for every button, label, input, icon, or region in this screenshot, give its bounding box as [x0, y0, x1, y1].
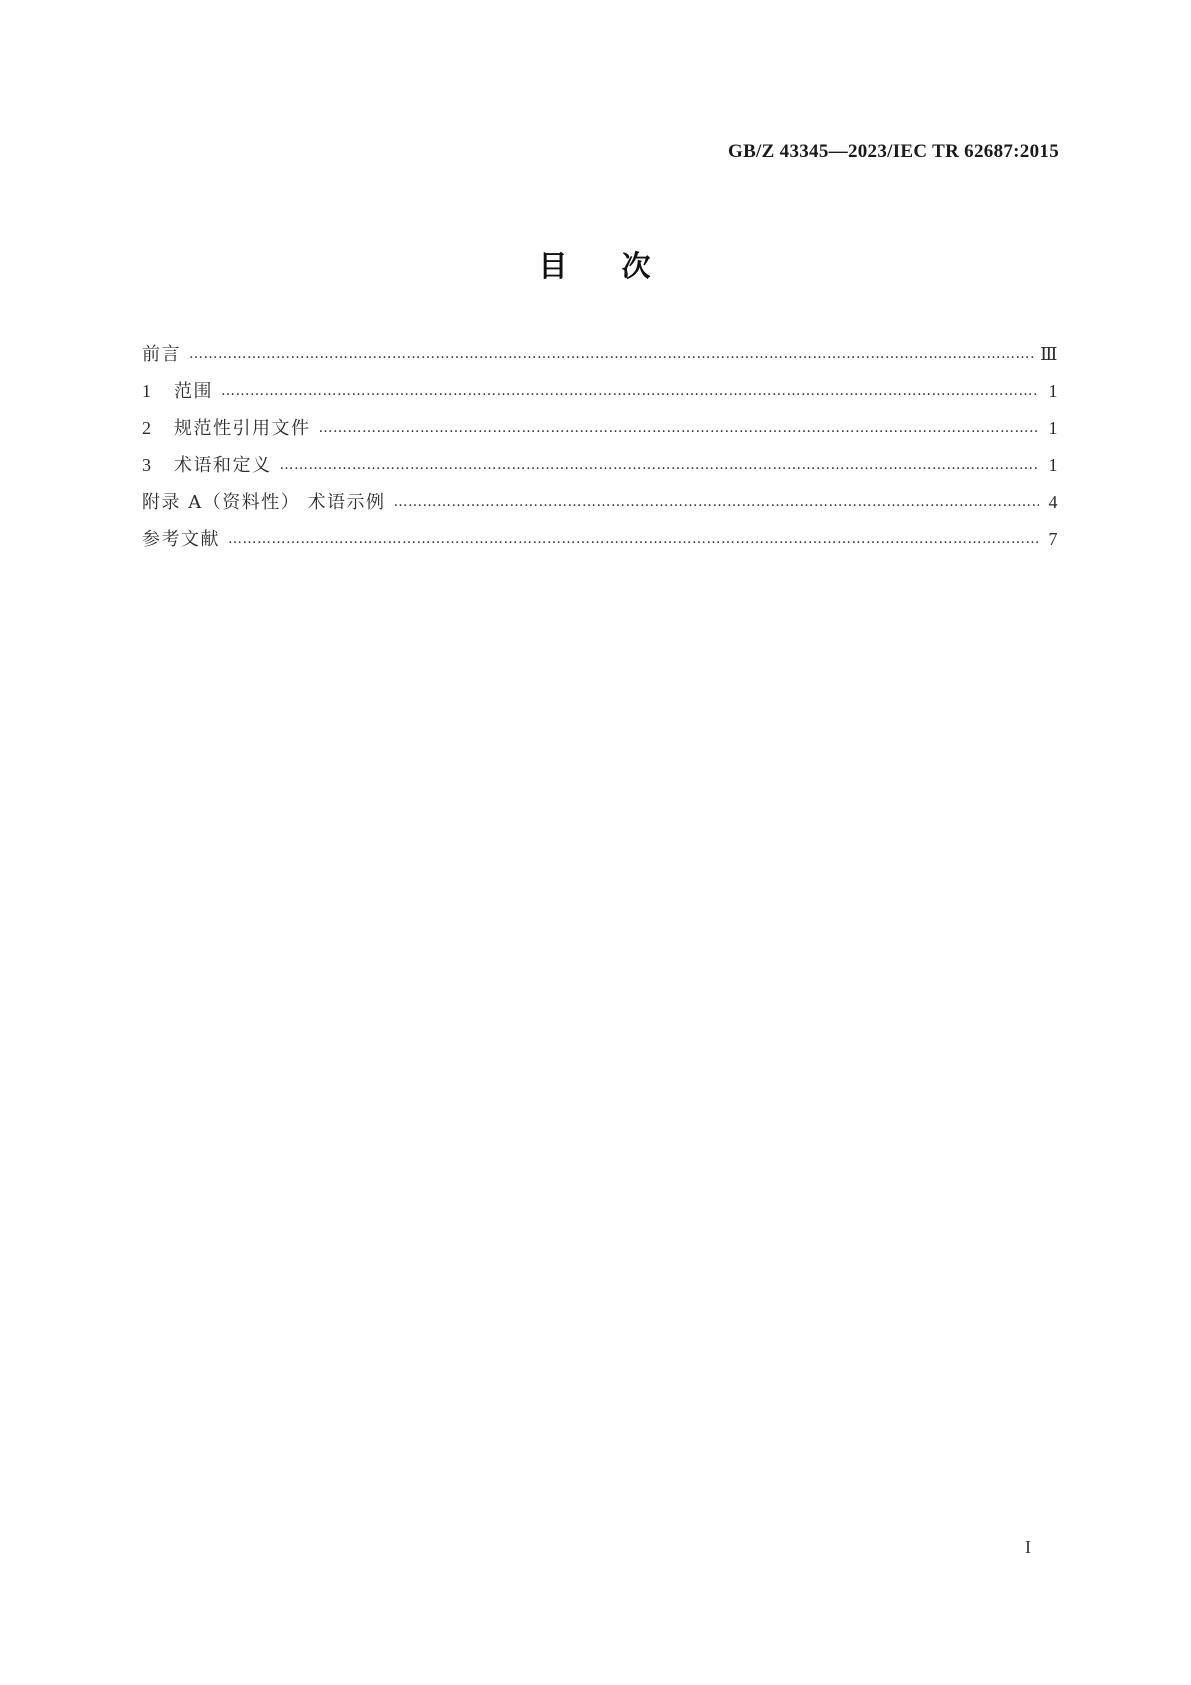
toc-entry-number: 2 [142, 418, 153, 438]
toc-entry-label: 参考文献 [142, 529, 220, 550]
table-of-contents [142, 340, 1059, 562]
toc-entry-bibliography[interactable] [142, 525, 1059, 562]
toc-entry-page: 1 [1048, 381, 1059, 401]
toc-dot-leader [280, 457, 1040, 473]
toc-entry-terms-definitions[interactable] [142, 451, 1059, 488]
title-char-2: 次 [621, 249, 653, 283]
toc-entry-label: 附录 A（资料性） 术语示例 [142, 492, 386, 513]
toc-entry-label: 前言 [142, 344, 181, 365]
toc-entry-annex-a[interactable] [142, 488, 1059, 525]
toc-dot-leader [221, 383, 1039, 399]
toc-dot-leader [319, 420, 1040, 436]
standard-code-header: GB/Z 43345—2023/IEC TR 62687:2015 [728, 141, 1059, 162]
toc-entry-page: 4 [1048, 492, 1059, 512]
toc-entry-number: 3 [142, 455, 153, 475]
toc-entry-label: 规范性引用文件 [174, 418, 311, 439]
toc-entry-label: 范围 [174, 381, 213, 402]
toc-entry-number: 1 [142, 381, 153, 401]
toc-dot-leader [189, 346, 1034, 362]
toc-dot-leader [393, 494, 1039, 510]
toc-entry-label: 术语和定义 [174, 455, 272, 476]
toc-dot-leader [228, 531, 1039, 547]
toc-entry-scope[interactable] [142, 377, 1059, 414]
title-char-1: 目 [538, 249, 570, 283]
toc-entry-foreword[interactable] [142, 340, 1059, 377]
toc-entry-normative-references[interactable] [142, 414, 1059, 451]
page-folio: I [1025, 1537, 1031, 1557]
toc-entry-page: 1 [1048, 418, 1059, 438]
toc-entry-page: 7 [1048, 529, 1059, 549]
toc-entry-page: 1 [1048, 455, 1059, 475]
toc-entry-page: Ⅲ [1040, 344, 1059, 364]
page-title [0, 244, 1191, 285]
